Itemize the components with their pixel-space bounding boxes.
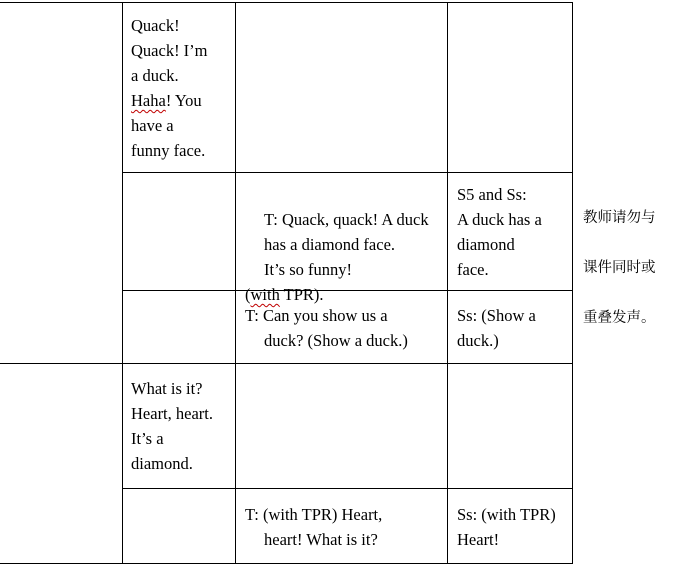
row2-tpr-text: TPR). (279, 285, 324, 304)
row5-teacher-cell: T: (with TPR) Heart, heart! What is it? (245, 505, 383, 549)
table-border-bottom (0, 563, 573, 564)
row1-text-line: Quack! I’m (131, 41, 208, 60)
row1-text-line (131, 88, 208, 113)
column-divider-4 (572, 2, 573, 564)
row2-teacher-text: T: Quack, quack! A duck has a diamond face. It’s so funny! (264, 210, 429, 279)
row-divider-3 (0, 363, 573, 364)
row1-text-line: a duck. (131, 66, 179, 85)
row4-col2-cell: What is it? Heart, heart. It’s a diamond. (131, 379, 213, 473)
row1-col2-cell (131, 13, 208, 163)
row2-paren: ( (245, 285, 251, 304)
row5-students-cell: Ss: (with TPR) Heart! (457, 505, 556, 549)
row2-students-cell: S5 and Ss: A duck has a diamond face. (457, 185, 542, 279)
row-divider-4 (122, 488, 573, 489)
table-border-top (0, 2, 573, 3)
note-line-2: 课件同时或 (583, 260, 656, 276)
spellcheck-word: with (250, 285, 280, 304)
note-line-3: 重叠发声。 (583, 310, 656, 326)
row-divider-1 (122, 172, 573, 173)
note-line-1: 教师请勿与 (583, 210, 656, 226)
row1-text-line: Quack! (131, 16, 180, 35)
row3-teacher-cell: T: Can you show us a duck? (Show a duck.) (245, 306, 408, 350)
row3-students-cell: Ss: (Show a duck.) (457, 306, 536, 350)
column-divider-1 (122, 2, 123, 564)
row1-text-line: have a (131, 116, 174, 135)
row1-text-line: funny face. (131, 141, 206, 160)
spellcheck-word: Haha (131, 91, 166, 110)
row1-text-fragment: ! You (165, 91, 202, 110)
column-divider-2 (235, 2, 236, 564)
